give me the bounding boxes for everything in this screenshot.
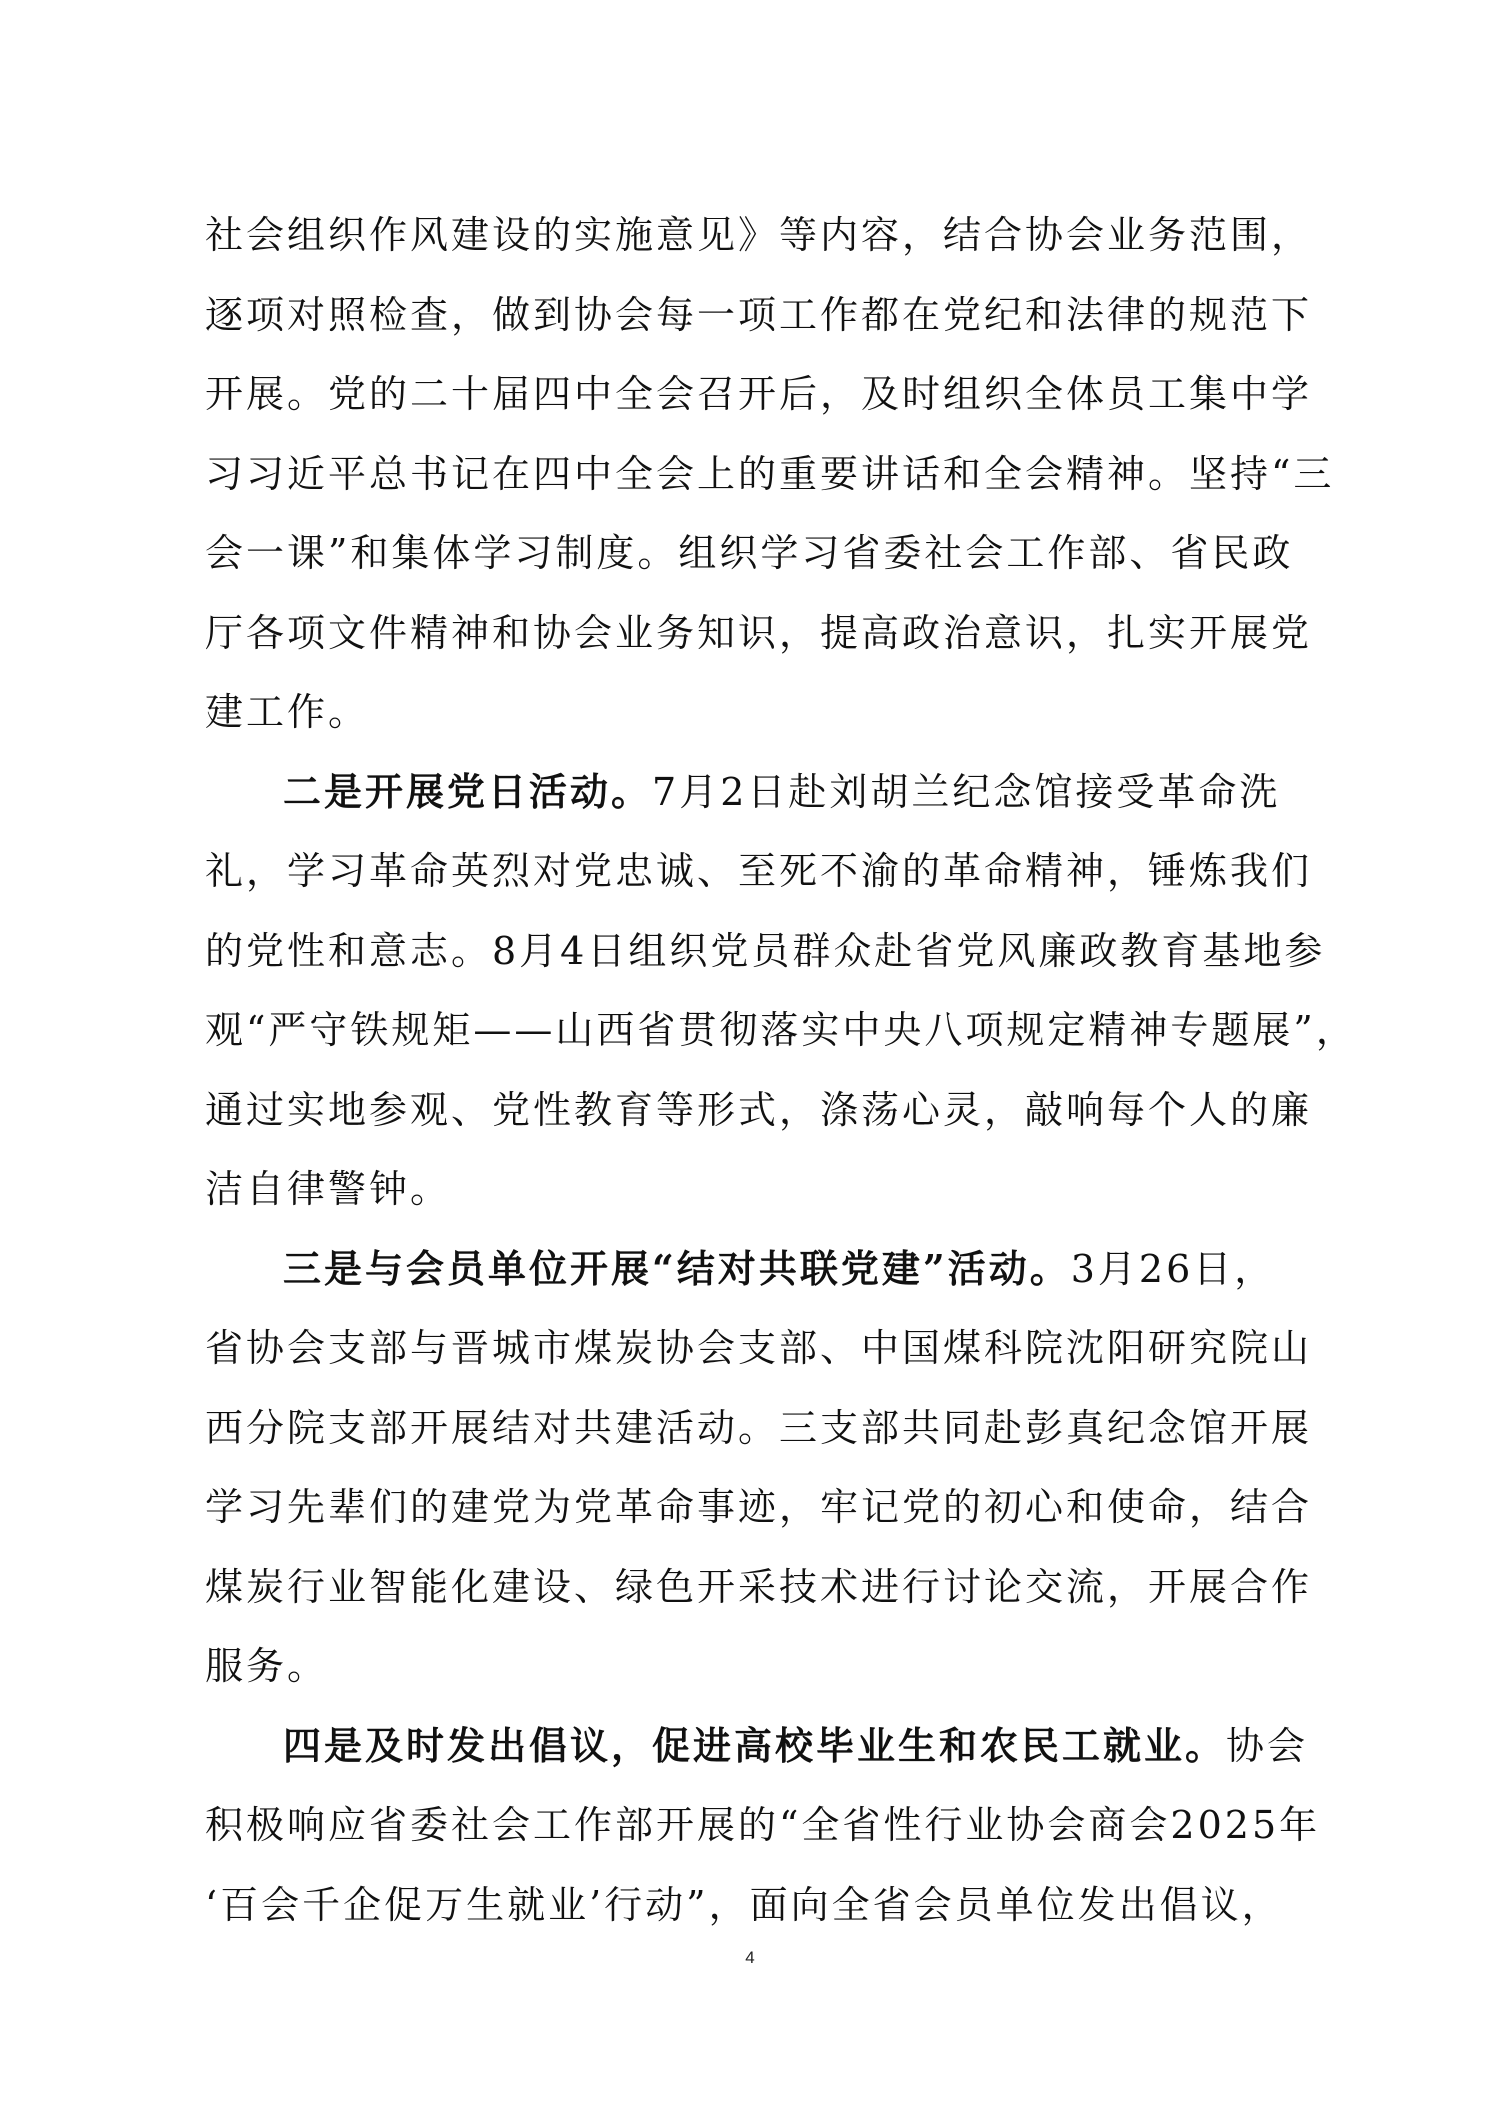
text-line: [205, 1149, 1305, 1229]
paragraph-start-line: [205, 1229, 1305, 1309]
line-text: 学习先辈们的建党为党革命事迹，牢记党的初心和使命，结合: [205, 1485, 1313, 1529]
lead-phrase: 二是开展党日活动。: [283, 768, 653, 814]
text-line: [205, 1547, 1313, 1627]
paragraph-start-line: [205, 1706, 1309, 1786]
lead-phrase: 三是与会员单位开展“结对共联党建”活动。: [283, 1245, 1071, 1291]
line-text: 社会组织作风建设的实施意见》等内容，结合协会业务范围，: [205, 213, 1313, 257]
lead-phrase: 四是及时发出倡议，促进高校毕业生和农民工就业。: [283, 1722, 1227, 1768]
page-number: 4: [745, 1948, 755, 1967]
paragraph-start-line: [205, 752, 1305, 832]
text-line: [205, 1388, 1313, 1468]
text-line: [205, 672, 1305, 752]
line-text: 服务。: [205, 1644, 329, 1688]
text-line: [205, 1785, 1321, 1865]
text-line: [205, 990, 1357, 1070]
text-line: [205, 434, 1335, 514]
line-text: 厅各项文件精神和协会业务知识，提高政治意识，扎实开展党: [205, 610, 1313, 655]
text-line: [205, 1626, 1305, 1706]
line-text: 开展。党的二十届四中全会召开后，及时组织全体员工集中学: [205, 372, 1313, 416]
text-line: [205, 1865, 1305, 1945]
line-text: ‘百会千企促万生就业’行动”，面向全省会员单位发出倡议，: [205, 1882, 1283, 1927]
line-text: 逐项对照检查，做到协会每一项工作都在党纪和法律的规范下: [205, 292, 1313, 337]
text-line: [205, 831, 1313, 911]
line-text: 习习近平总书记在四中全会上的重要讲话和全会精神。坚持“三: [205, 451, 1335, 496]
line-text: 积极响应省委社会工作部开展的“全省性行业协会商会2025年: [205, 1803, 1321, 1847]
text-line: [205, 195, 1313, 275]
text-line: [205, 275, 1313, 355]
line-text: 会一课”和集体学习制度。组织学习省委社会工作部、省民政: [205, 531, 1294, 575]
line-text: 协会: [1226, 1723, 1309, 1768]
body-text: [205, 195, 1357, 1944]
line-text: 3月26日，: [1070, 1246, 1276, 1291]
line-text: 观“严守铁规矩——山西省贯彻落实中央八项规定精神专题展”，: [205, 1008, 1357, 1052]
line-text: 煤炭行业智能化建设、绿色开采技术进行讨论交流，开展合作: [205, 1564, 1313, 1609]
line-text: 洁自律警钟。: [205, 1167, 452, 1211]
line-text: 省协会支部与晋城市煤炭协会支部、中国煤科院沈阳研究院山: [205, 1326, 1313, 1370]
text-line: [205, 513, 1305, 593]
text-line: [205, 1467, 1313, 1547]
line-text: 的党性和意志。8月4日组织党员群众赴省党风廉政教育基地参: [205, 928, 1326, 973]
line-text: 礼，学习革命英烈对党忠诚、至死不渝的革命精神，锤炼我们: [205, 849, 1313, 893]
text-line: [205, 911, 1326, 991]
line-text: 建工作。: [205, 690, 370, 734]
text-line: [205, 1308, 1313, 1388]
line-text: 7月2日赴刘胡兰纪念馆接受革命洗: [652, 769, 1281, 814]
line-text: 西分院支部开展结对共建活动。三支部共同赴彭真纪念馆开展: [205, 1405, 1313, 1450]
text-line: [205, 593, 1313, 673]
text-line: [205, 354, 1313, 434]
line-text: 通过实地参观、党性教育等形式，涤荡心灵，敲响每个人的廉: [205, 1087, 1313, 1132]
text-line: [205, 1070, 1313, 1150]
